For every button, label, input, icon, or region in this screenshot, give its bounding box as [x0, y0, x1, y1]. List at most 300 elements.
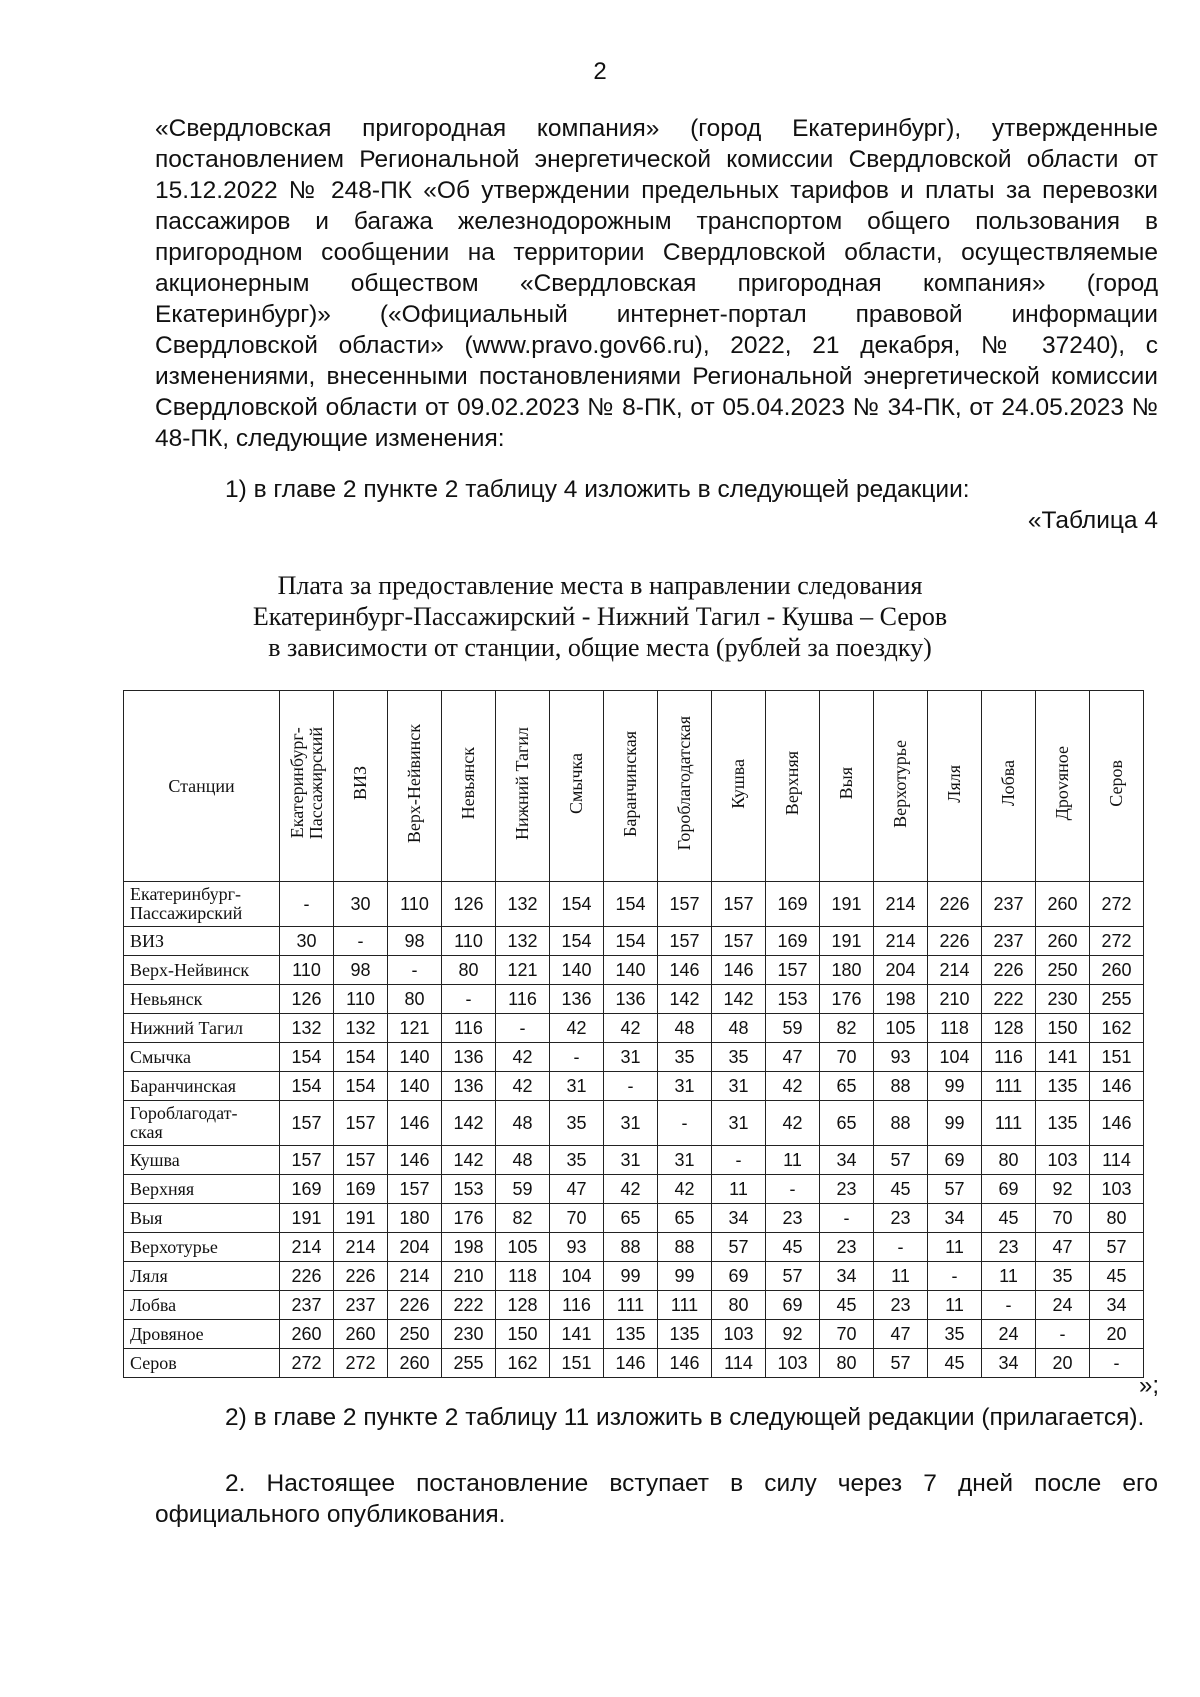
- fare-cell: 59: [496, 1175, 550, 1204]
- table-closing-quote: »;: [1139, 1372, 1160, 1399]
- fare-cell: -: [874, 1233, 928, 1262]
- column-header-label: Дрovяное: [1052, 746, 1072, 821]
- fare-cell: 237: [280, 1291, 334, 1320]
- fare-cell: -: [928, 1262, 982, 1291]
- fare-cell: 23: [820, 1233, 874, 1262]
- column-header: [820, 691, 874, 882]
- fare-cell: 157: [766, 956, 820, 985]
- fare-cell: 11: [928, 1233, 982, 1262]
- fare-cell: 88: [604, 1233, 658, 1262]
- fare-cell: 70: [550, 1204, 604, 1233]
- fare-cell: 65: [820, 1072, 874, 1101]
- fare-cell: 111: [982, 1101, 1036, 1146]
- fare-cell: 128: [982, 1014, 1036, 1043]
- column-header: [658, 691, 712, 882]
- fare-cell: 93: [550, 1233, 604, 1262]
- column-header: [388, 691, 442, 882]
- column-header: [766, 691, 820, 882]
- fare-cell: 30: [280, 927, 334, 956]
- fare-cell: 260: [280, 1320, 334, 1349]
- fare-cell: 191: [334, 1204, 388, 1233]
- fare-cell: 169: [334, 1175, 388, 1204]
- fare-cell: 47: [550, 1175, 604, 1204]
- fare-cell: 136: [442, 1072, 496, 1101]
- column-header-label: Нижний Тагил: [512, 726, 532, 840]
- fare-cell: 104: [928, 1043, 982, 1072]
- caption-line-1: Плата за предоставление места в направлении следования: [277, 571, 923, 600]
- fare-cell: 35: [928, 1320, 982, 1349]
- fare-cell: 226: [280, 1262, 334, 1291]
- fare-cell: 135: [1036, 1072, 1090, 1101]
- fare-cell: 214: [928, 956, 982, 985]
- table-row: [124, 1204, 1144, 1233]
- fare-cell: 146: [1090, 1072, 1144, 1101]
- row-station-name: Выя: [124, 1204, 280, 1233]
- table-row: [124, 1101, 1144, 1146]
- fare-cell: 114: [712, 1349, 766, 1378]
- fare-cell: 135: [1036, 1101, 1090, 1146]
- fare-cell: 80: [442, 956, 496, 985]
- fare-cell: 136: [604, 985, 658, 1014]
- fare-cell: 88: [874, 1101, 928, 1146]
- fare-cell: 150: [1036, 1014, 1090, 1043]
- fare-cell: 250: [1036, 956, 1090, 985]
- fare-cell: 70: [820, 1043, 874, 1072]
- fare-cell: 48: [496, 1101, 550, 1146]
- fare-cell: 111: [982, 1072, 1036, 1101]
- fare-cell: 31: [604, 1146, 658, 1175]
- fare-cell: 42: [550, 1014, 604, 1043]
- fare-cell: 191: [280, 1204, 334, 1233]
- fare-cell: 31: [550, 1072, 604, 1101]
- fare-cell: 104: [550, 1262, 604, 1291]
- fare-cell: 153: [442, 1175, 496, 1204]
- table-row: [124, 882, 1144, 927]
- row-station-name: Смычка: [124, 1043, 280, 1072]
- fare-cell: 140: [388, 1043, 442, 1072]
- fare-cell: 103: [766, 1349, 820, 1378]
- fare-cell: 35: [658, 1043, 712, 1072]
- fare-cell: 169: [766, 927, 820, 956]
- column-header-label: Выя: [836, 767, 856, 800]
- fare-cell: 260: [334, 1320, 388, 1349]
- fare-cell: 70: [1036, 1204, 1090, 1233]
- fare-cell: 154: [550, 882, 604, 927]
- column-header-label: Верх-Нейвинск: [404, 723, 424, 844]
- fare-cell: 42: [496, 1043, 550, 1072]
- table-row: [124, 1320, 1144, 1349]
- fare-cell: 103: [1090, 1175, 1144, 1204]
- fare-cell: 126: [442, 882, 496, 927]
- paragraph-2: 1) в главе 2 пункте 2 таблицу 4 изложить в следующей редакции:: [225, 476, 970, 503]
- column-header: [928, 691, 982, 882]
- table-body: [124, 882, 1144, 1378]
- fare-cell: 45: [982, 1204, 1036, 1233]
- fare-cell: 110: [334, 985, 388, 1014]
- fare-cell: 180: [388, 1204, 442, 1233]
- fare-cell: 98: [334, 956, 388, 985]
- fare-cell: 80: [1090, 1204, 1144, 1233]
- fare-cell: 237: [334, 1291, 388, 1320]
- fare-cell: 140: [550, 956, 604, 985]
- caption-line-2: Екатеринбург-Пассажирский - Нижний Тагил - Кушва – Серов: [252, 602, 948, 631]
- fare-cell: 99: [658, 1262, 712, 1291]
- fare-cell: 157: [712, 927, 766, 956]
- fare-cell: 88: [874, 1072, 928, 1101]
- fare-cell: 132: [334, 1014, 388, 1043]
- column-header: [280, 691, 334, 882]
- fare-cell: -: [982, 1291, 1036, 1320]
- fare-cell: 141: [550, 1320, 604, 1349]
- column-header-label: Кушва: [728, 758, 748, 809]
- fare-cell: 93: [874, 1043, 928, 1072]
- fare-cell: 11: [766, 1146, 820, 1175]
- fare-cell: 47: [766, 1043, 820, 1072]
- fare-cell: 204: [388, 1233, 442, 1262]
- fare-cell: 157: [712, 882, 766, 927]
- fare-table: [123, 690, 1144, 1378]
- fare-cell: 35: [550, 1146, 604, 1175]
- row-station-name: Невьянск: [124, 985, 280, 1014]
- column-header-label: Смычка: [566, 752, 586, 814]
- fare-cell: 146: [658, 956, 712, 985]
- fare-cell: -: [1090, 1349, 1144, 1378]
- row-station-name: Ляля: [124, 1262, 280, 1291]
- fare-cell: 116: [496, 985, 550, 1014]
- table-row: [124, 1146, 1144, 1175]
- fare-cell: 31: [712, 1101, 766, 1146]
- fare-cell: 45: [928, 1349, 982, 1378]
- paragraph-4: 2. Настоящее постановление вступает в силу через 7 дней после его официального опубликования.: [155, 1470, 1158, 1528]
- fare-cell: 132: [280, 1014, 334, 1043]
- fare-cell: 80: [820, 1349, 874, 1378]
- fare-cell: 128: [496, 1291, 550, 1320]
- fare-cell: 11: [874, 1262, 928, 1291]
- fare-cell: 42: [658, 1175, 712, 1204]
- caption-line-3: в зависимости от станции, общие места (рублей за поездку): [268, 633, 932, 662]
- fare-cell: 154: [550, 927, 604, 956]
- fare-cell: 154: [334, 1043, 388, 1072]
- table-row: [124, 1349, 1144, 1378]
- paragraph-3: 2) в главе 2 пункте 2 таблицу 11 изложить в следующей редакции (прилагается).: [225, 1404, 1145, 1431]
- fare-cell: 99: [928, 1072, 982, 1101]
- fare-cell: 222: [442, 1291, 496, 1320]
- fare-cell: 31: [658, 1072, 712, 1101]
- fare-cell: 180: [820, 956, 874, 985]
- fare-cell: 80: [712, 1291, 766, 1320]
- fare-cell: 110: [280, 956, 334, 985]
- fare-cell: 146: [658, 1349, 712, 1378]
- fare-cell: -: [496, 1014, 550, 1043]
- fare-cell: 45: [766, 1233, 820, 1262]
- column-header: [496, 691, 550, 882]
- fare-cell: -: [388, 956, 442, 985]
- fare-cell: 204: [874, 956, 928, 985]
- fare-cell: 198: [874, 985, 928, 1014]
- column-header: [982, 691, 1036, 882]
- fare-cell: 47: [1036, 1233, 1090, 1262]
- fare-cell: 45: [1090, 1262, 1144, 1291]
- fare-cell: 48: [496, 1146, 550, 1175]
- fare-cell: 272: [1090, 927, 1144, 956]
- fare-cell: 132: [496, 927, 550, 956]
- fare-cell: 146: [388, 1101, 442, 1146]
- fare-cell: 82: [820, 1014, 874, 1043]
- fare-cell: 24: [1036, 1291, 1090, 1320]
- fare-cell: 260: [1036, 927, 1090, 956]
- fare-cell: 35: [712, 1043, 766, 1072]
- fare-cell: 116: [442, 1014, 496, 1043]
- column-header-label: Невьянск: [458, 747, 478, 820]
- fare-cell: 69: [982, 1175, 1036, 1204]
- fare-cell: 154: [280, 1072, 334, 1101]
- table-row: [124, 1043, 1144, 1072]
- column-header: [442, 691, 496, 882]
- fare-cell: 153: [766, 985, 820, 1014]
- fare-cell: 141: [1036, 1043, 1090, 1072]
- column-header-label: Лобва: [998, 760, 1018, 807]
- fare-cell: 116: [550, 1291, 604, 1320]
- row-station-name: Екатеринбург- Пассажирский: [124, 882, 280, 927]
- fare-cell: 88: [658, 1233, 712, 1262]
- fare-cell: 210: [442, 1262, 496, 1291]
- table-row: [124, 956, 1144, 985]
- fare-cell: -: [1036, 1320, 1090, 1349]
- table-row: [124, 985, 1144, 1014]
- table-row: [124, 1014, 1144, 1043]
- fare-cell: 214: [280, 1233, 334, 1262]
- fare-cell: 136: [442, 1043, 496, 1072]
- fare-cell: 11: [928, 1291, 982, 1320]
- fare-cell: 30: [334, 882, 388, 927]
- fare-cell: 121: [496, 956, 550, 985]
- column-header: [874, 691, 928, 882]
- table-row: [124, 1291, 1144, 1320]
- fare-cell: 57: [928, 1175, 982, 1204]
- row-station-name: Гороблагодат- ская: [124, 1101, 280, 1146]
- fare-cell: 34: [982, 1349, 1036, 1378]
- stations-header: Станции: [124, 691, 280, 882]
- fare-cell: 48: [712, 1014, 766, 1043]
- fare-cell: 198: [442, 1233, 496, 1262]
- fare-cell: -: [712, 1146, 766, 1175]
- fare-cell: 260: [388, 1349, 442, 1378]
- fare-cell: 214: [874, 882, 928, 927]
- fare-cell: 45: [820, 1291, 874, 1320]
- column-header-label: ВИЗ: [350, 766, 370, 801]
- column-header: [550, 691, 604, 882]
- fare-cell: 226: [982, 956, 1036, 985]
- fare-cell: 23: [874, 1291, 928, 1320]
- fare-cell: 98: [388, 927, 442, 956]
- table-row: [124, 1072, 1144, 1101]
- fare-cell: -: [766, 1175, 820, 1204]
- fare-cell: 31: [604, 1101, 658, 1146]
- fare-cell: 135: [658, 1320, 712, 1349]
- fare-cell: 214: [388, 1262, 442, 1291]
- fare-cell: 154: [604, 882, 658, 927]
- fare-cell: 42: [496, 1072, 550, 1101]
- fare-cell: -: [280, 882, 334, 927]
- row-station-name: Верх-Нейвинск: [124, 956, 280, 985]
- fare-cell: 57: [874, 1349, 928, 1378]
- column-header: [712, 691, 766, 882]
- fare-cell: 176: [442, 1204, 496, 1233]
- fare-cell: 157: [658, 927, 712, 956]
- fare-cell: 157: [388, 1175, 442, 1204]
- table-row: [124, 1262, 1144, 1291]
- fare-cell: 154: [604, 927, 658, 956]
- fare-cell: 142: [712, 985, 766, 1014]
- fare-cell: -: [550, 1043, 604, 1072]
- column-header-label: Верхняя: [782, 751, 802, 816]
- fare-cell: 118: [928, 1014, 982, 1043]
- fare-cell: 260: [1090, 956, 1144, 985]
- fare-cell: 142: [442, 1101, 496, 1146]
- fare-cell: 151: [550, 1349, 604, 1378]
- fare-cell: 34: [820, 1262, 874, 1291]
- fare-cell: 80: [388, 985, 442, 1014]
- column-header: [604, 691, 658, 882]
- fare-cell: 226: [334, 1262, 388, 1291]
- fare-cell: 142: [658, 985, 712, 1014]
- row-station-name: Верхняя: [124, 1175, 280, 1204]
- fare-cell: 82: [496, 1204, 550, 1233]
- fare-cell: 99: [928, 1101, 982, 1146]
- fare-cell: 154: [280, 1043, 334, 1072]
- fare-cell: 272: [334, 1349, 388, 1378]
- fare-cell: 35: [550, 1101, 604, 1146]
- fare-cell: 230: [442, 1320, 496, 1349]
- fare-cell: 45: [874, 1175, 928, 1204]
- fare-cell: 272: [1090, 882, 1144, 927]
- fare-cell: 237: [982, 882, 1036, 927]
- fare-cell: 250: [388, 1320, 442, 1349]
- fare-cell: 151: [1090, 1043, 1144, 1072]
- row-station-name: ВИЗ: [124, 927, 280, 956]
- column-header: [1090, 691, 1144, 882]
- fare-cell: 31: [604, 1043, 658, 1072]
- fare-cell: 48: [658, 1014, 712, 1043]
- fare-cell: 226: [388, 1291, 442, 1320]
- column-header-label: Екатеринбург- Пассажирский: [286, 727, 326, 840]
- column-header: [1036, 691, 1090, 882]
- fare-cell: 118: [496, 1262, 550, 1291]
- fare-cell: 34: [820, 1146, 874, 1175]
- fare-cell: -: [604, 1072, 658, 1101]
- fare-cell: 80: [982, 1146, 1036, 1175]
- fare-cell: 142: [442, 1146, 496, 1175]
- fare-cell: 31: [712, 1072, 766, 1101]
- fare-cell: 136: [550, 985, 604, 1014]
- fare-cell: 157: [334, 1101, 388, 1146]
- fare-cell: 146: [712, 956, 766, 985]
- table-row: [124, 927, 1144, 956]
- column-header-label: Серов: [1106, 760, 1126, 807]
- fare-cell: 132: [496, 882, 550, 927]
- fare-cell: 34: [1090, 1291, 1144, 1320]
- fare-cell: 214: [874, 927, 928, 956]
- fare-cell: 154: [334, 1072, 388, 1101]
- table-header-row: [124, 691, 1144, 882]
- column-header-label: Ляля: [944, 764, 964, 803]
- fare-cell: 42: [604, 1014, 658, 1043]
- row-station-name: Лобва: [124, 1291, 280, 1320]
- fare-cell: 157: [334, 1146, 388, 1175]
- fare-cell: 23: [874, 1204, 928, 1233]
- fare-cell: 92: [766, 1320, 820, 1349]
- fare-cell: 42: [766, 1101, 820, 1146]
- fare-cell: 146: [388, 1146, 442, 1175]
- fare-cell: 105: [874, 1014, 928, 1043]
- fare-cell: 69: [712, 1262, 766, 1291]
- row-station-name: Дровяное: [124, 1320, 280, 1349]
- fare-cell: 57: [766, 1262, 820, 1291]
- fare-cell: 92: [1036, 1175, 1090, 1204]
- fare-cell: 105: [496, 1233, 550, 1262]
- fare-cell: 23: [982, 1233, 1036, 1262]
- fare-cell: 176: [820, 985, 874, 1014]
- fare-cell: 214: [334, 1233, 388, 1262]
- fare-cell: 146: [1090, 1101, 1144, 1146]
- fare-cell: 222: [982, 985, 1036, 1014]
- fare-cell: 255: [442, 1349, 496, 1378]
- fare-cell: 255: [1090, 985, 1144, 1014]
- fare-cell: 110: [442, 927, 496, 956]
- fare-cell: 65: [820, 1101, 874, 1146]
- fare-cell: 11: [982, 1262, 1036, 1291]
- fare-cell: 121: [388, 1014, 442, 1043]
- fare-cell: 150: [496, 1320, 550, 1349]
- fare-cell: 47: [874, 1320, 928, 1349]
- fare-cell: 70: [820, 1320, 874, 1349]
- fare-cell: 11: [712, 1175, 766, 1204]
- fare-cell: 230: [1036, 985, 1090, 1014]
- fare-cell: 59: [766, 1014, 820, 1043]
- table-row: [124, 1233, 1144, 1262]
- fare-cell: 65: [658, 1204, 712, 1233]
- table-label: «Таблица 4: [1027, 507, 1158, 534]
- fare-cell: 65: [604, 1204, 658, 1233]
- row-station-name: Кушва: [124, 1146, 280, 1175]
- fare-cell: 162: [1090, 1014, 1144, 1043]
- fare-cell: 272: [280, 1349, 334, 1378]
- fare-cell: 260: [1036, 882, 1090, 927]
- column-header-label: Баранчинская: [620, 730, 640, 837]
- fare-cell: 57: [712, 1233, 766, 1262]
- fare-cell: 34: [928, 1204, 982, 1233]
- row-station-name: Серов: [124, 1349, 280, 1378]
- fare-cell: 140: [604, 956, 658, 985]
- fare-cell: 35: [1036, 1262, 1090, 1291]
- fare-cell: 157: [280, 1146, 334, 1175]
- fare-cell: -: [442, 985, 496, 1014]
- fare-cell: 140: [388, 1072, 442, 1101]
- fare-cell: -: [658, 1101, 712, 1146]
- column-header: [334, 691, 388, 882]
- fare-cell: 226: [928, 882, 982, 927]
- fare-cell: 42: [604, 1175, 658, 1204]
- column-header-label: Гороблагодатская: [674, 716, 694, 851]
- fare-cell: -: [334, 927, 388, 956]
- fare-cell: 31: [658, 1146, 712, 1175]
- fare-cell: 20: [1090, 1320, 1144, 1349]
- fare-cell: 226: [928, 927, 982, 956]
- fare-cell: 157: [658, 882, 712, 927]
- table-caption: [120, 570, 1080, 663]
- fare-cell: 103: [1036, 1146, 1090, 1175]
- fare-cell: 20: [1036, 1349, 1090, 1378]
